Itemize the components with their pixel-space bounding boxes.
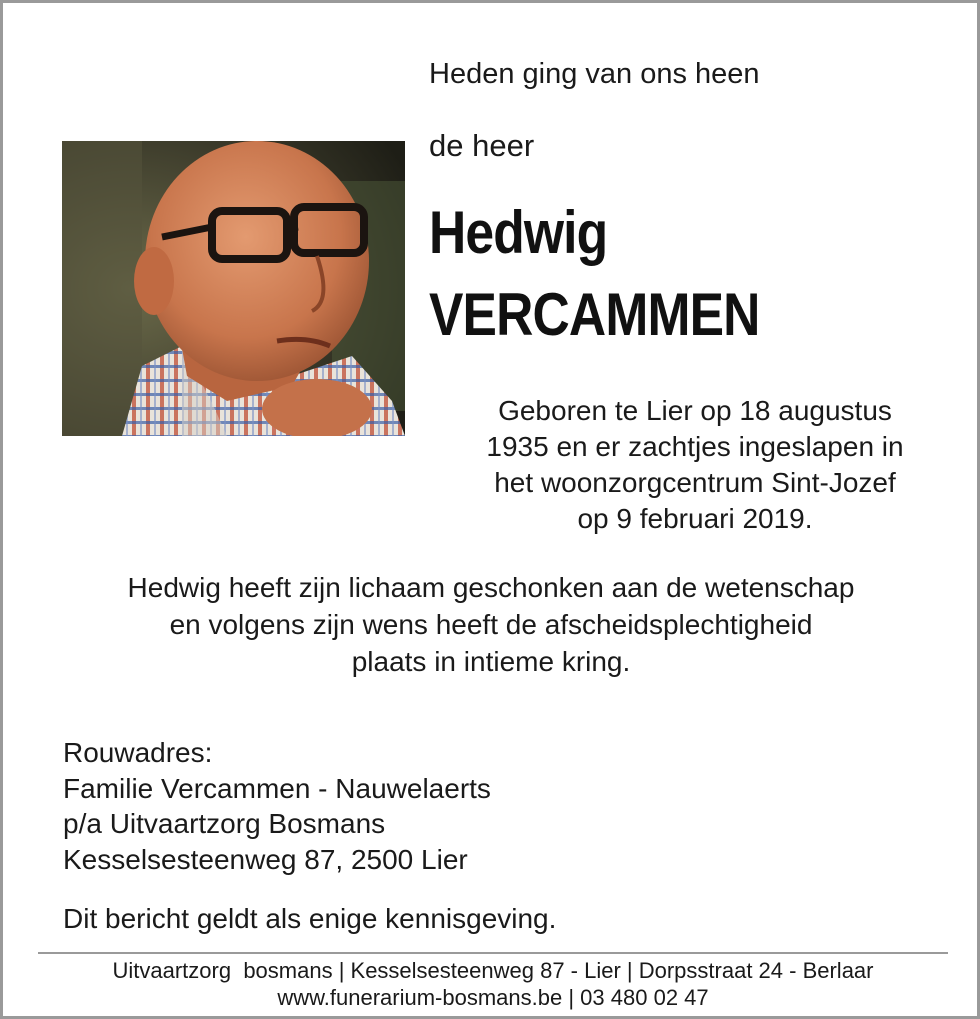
- salutation-text: de heer: [429, 128, 535, 163]
- intro-text: Heden ging van ons heen: [429, 58, 760, 90]
- portrait-photo: [62, 141, 405, 436]
- deceased-last-name: VERCAMMEN: [429, 281, 760, 348]
- footer-contact-line: www.funerarium-bosmans.be | 03 480 02 47: [277, 985, 709, 1010]
- birth-death-details: [429, 393, 961, 537]
- birth-line: op 9 februari 2019.: [577, 503, 813, 534]
- address-line: Kesselsesteenweg 87, 2500 Lier: [63, 843, 468, 875]
- body-line: plaats in intieme kring.: [351, 646, 631, 677]
- address-line: Rouwadres:: [63, 737, 213, 768]
- funeral-home-footer: [38, 957, 948, 1011]
- birth-line: 1935 en er zachtjes ingeslapen in: [486, 431, 904, 462]
- address-line: Familie Vercammen - Nauwelaerts: [63, 772, 491, 804]
- footer-address-line: Uitvaartzorg bosmans | Kesselsesteenweg 87 - Lier | Dorpsstraat 24 - Berlaar: [112, 958, 874, 983]
- body-paragraph: [43, 569, 939, 680]
- closing-statement: Dit bericht geldt als enige kennisgeving.: [63, 903, 557, 934]
- mourning-address: [63, 735, 491, 877]
- birth-line: Geboren te Lier op 18 augustus: [498, 395, 892, 426]
- footer-divider: [38, 952, 948, 954]
- birth-line: het woonzorgcentrum Sint-Jozef: [494, 467, 896, 498]
- body-line: Hedwig heeft zijn lichaam geschonken aan de wetenschap: [127, 572, 855, 603]
- address-line: p/a Uitvaartzorg Bosmans: [63, 808, 386, 839]
- portrait-illustration: [62, 141, 405, 436]
- body-line: en volgens zijn wens heeft de afscheidsplechtigheid: [169, 609, 813, 640]
- deceased-first-name: Hedwig: [429, 199, 608, 266]
